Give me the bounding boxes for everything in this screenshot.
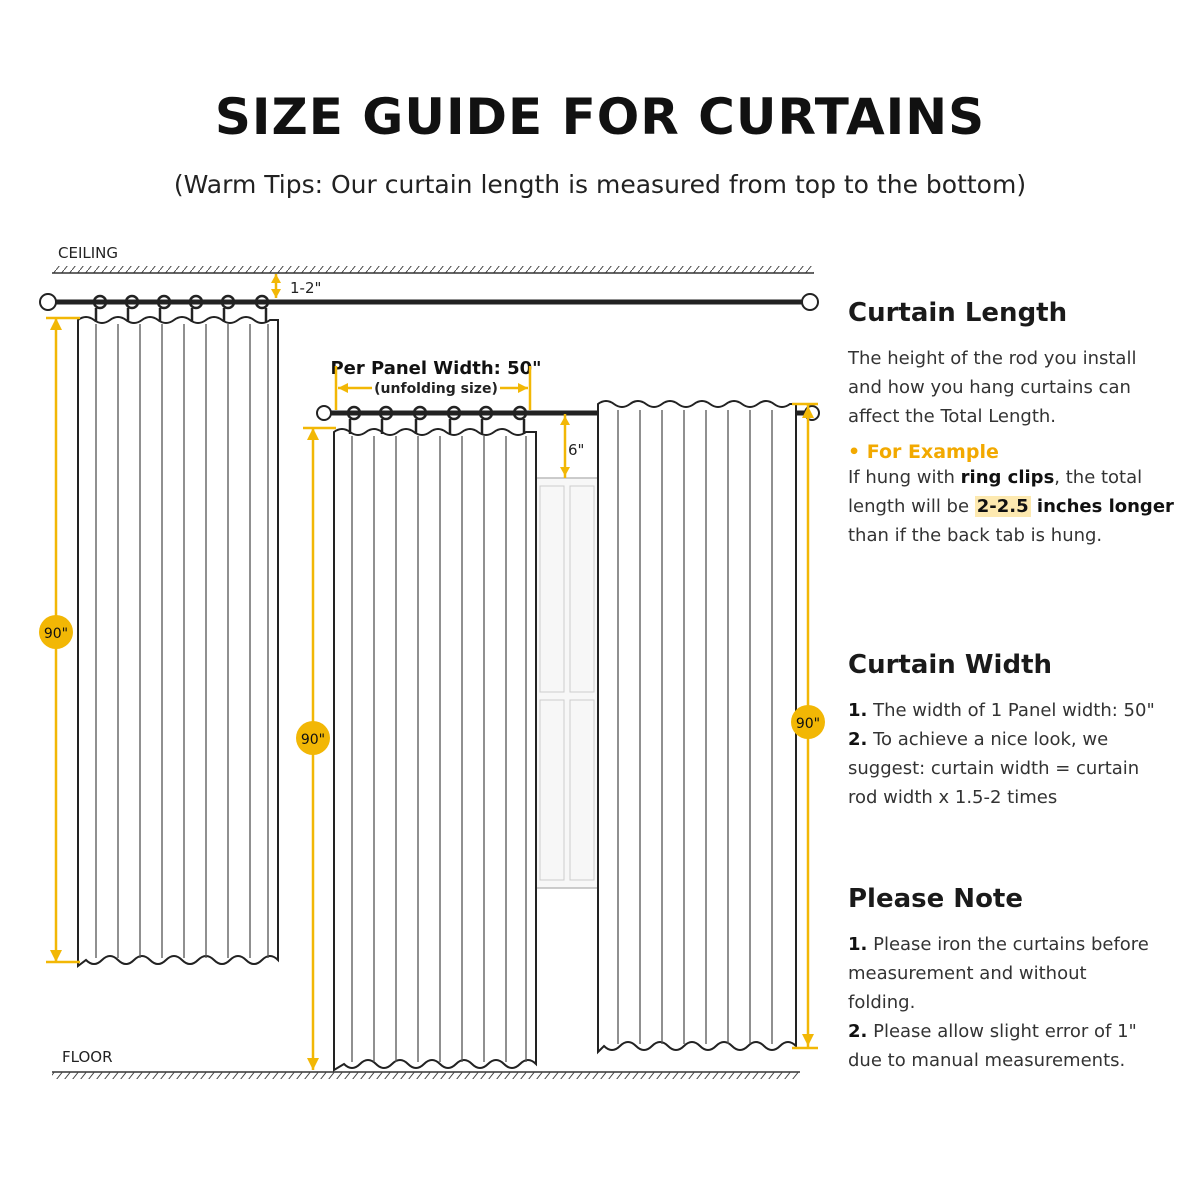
example-line-3: than if the back tab is hung. [848, 525, 1103, 546]
ceiling-hatch [52, 266, 814, 273]
panel-width-dimension [330, 358, 541, 410]
right-curtain [598, 401, 796, 1052]
example-line-1: If hung with ring clips, the total [848, 467, 1143, 488]
left-curtain [78, 296, 278, 966]
length-body-line-2: and how you hang curtains can [848, 377, 1131, 398]
width-item-1: 1. The width of 1 Panel width: 50" [848, 700, 1155, 721]
note-item-1-line-3: folding. [848, 992, 916, 1013]
floor-label: FLOOR [62, 1048, 113, 1066]
example-line-2: length will be 2-2.5 inches longer [848, 496, 1174, 517]
ceiling-gap-dimension [271, 274, 321, 298]
left-length-dimension [39, 318, 80, 962]
page-title: SIZE GUIDE FOR CURTAINS [214, 88, 986, 146]
ring-clips-emphasis: ring clips [960, 467, 1055, 488]
middle-length-dimension [296, 428, 336, 1070]
length-section [848, 298, 1188, 550]
note-section [848, 884, 1188, 1075]
inches-highlight: 2-2.5 [976, 496, 1029, 517]
width-heading: Curtain Width [848, 650, 1053, 680]
middle-length-label: 90" [300, 732, 326, 748]
length-body-line-1: The height of the rod you install [848, 348, 1137, 369]
middle-curtain [334, 407, 536, 1070]
note-item-2-line-1: 2. Please allow slight error of 1" [848, 1021, 1137, 1042]
note-heading: Please Note [848, 884, 1023, 914]
top-curtain-rod [40, 294, 818, 310]
panel-width-label: Per Panel Width: 50" [330, 358, 542, 379]
ceiling-label: CEILING [58, 244, 118, 262]
length-body-line-3: affect the Total Length. [848, 406, 1057, 427]
width-item-2-line-1: 2. To achieve a nice look, we [848, 729, 1109, 750]
floor-hatch [52, 1072, 800, 1079]
note-item-2-line-2: due to manual measurements. [848, 1050, 1126, 1071]
left-length-label: 90" [43, 626, 69, 642]
width-item-2-line-3: rod width x 1.5-2 times [848, 787, 1058, 808]
width-section [848, 650, 1188, 812]
page-subtitle: (Warm Tips: Our curtain length is measured from top to the bottom) [173, 170, 1027, 199]
width-item-2-line-2: suggest: curtain width = curtain [848, 758, 1140, 779]
note-item-1-line-2: measurement and without [848, 963, 1087, 984]
length-heading: Curtain Length [848, 298, 1068, 328]
drop-dimension [560, 414, 584, 478]
ceiling-gap-label: 1-2" [290, 279, 322, 297]
example-label: • For Example [848, 441, 999, 463]
window [533, 478, 601, 888]
note-item-1-line-1: 1. Please iron the curtains before [848, 934, 1149, 955]
panel-width-note: (unfolding size) [374, 381, 498, 397]
drop-label: 6" [568, 441, 585, 459]
right-length-label: 90" [795, 716, 821, 732]
